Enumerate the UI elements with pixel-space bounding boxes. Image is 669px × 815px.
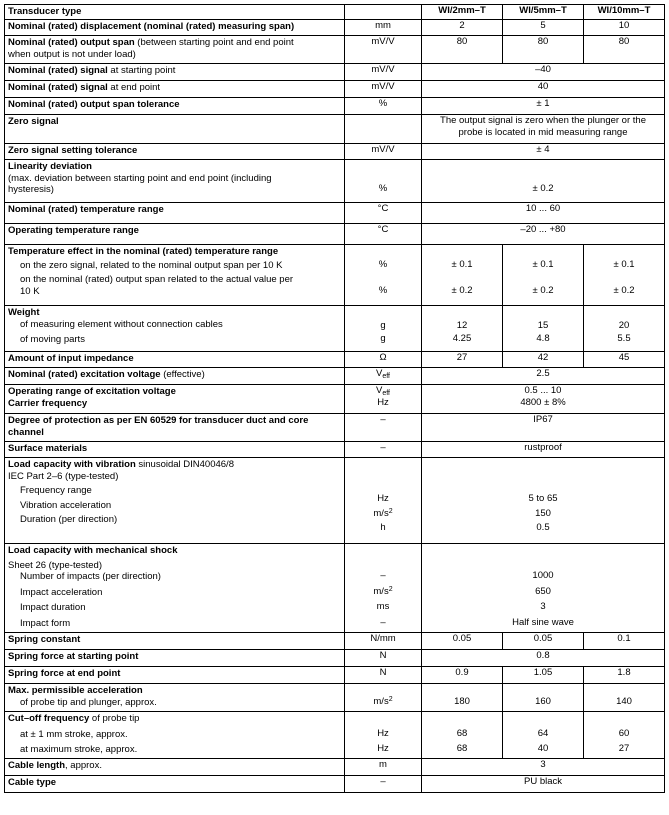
model-10mm: WI/10mm–T [584,5,665,20]
row-displacement: Nominal (rated) displacement (nominal (rated) measuring span) mm 2 5 10 [5,20,665,36]
row-spring-constant: Spring constant N/mm 0.05 0.05 0.1 [5,633,665,650]
row-signal-end: Nominal (rated) signal at end point mV/V 40 [5,81,665,98]
row-weight: Weight of measuring element without connection cables of moving parts g g 12 4.25 15 4.8 20 5.5 [5,306,665,352]
row-vibration: Load capacity with vibration sinusoidal DIN40046/8 IEC Part 2–6 (type-tested) Frequency range Vibration acceleration Duration (per direction) Hz $m/s^2$ h 5 to 65 150 0.5 [5,458,665,544]
spec-table [4,4,665,793]
model-5mm: WI/5mm–T [503,5,584,20]
header-label: Transducer type [5,5,345,20]
row-zero-tolerance: Zero signal setting tolerance mV/V ± 4 [5,144,665,160]
row-output-span: Nominal (rated) output span (between starting point and end point when output is not under load) mV/V 80 80 80 [5,36,665,64]
row-cable-type: Cable type – PU black [5,776,665,793]
row-temp-effect: Temperature effect in the nominal (rated) temperature range on the zero signal, related to the nominal output span per 10 K on the nominal (rated) output span related to the actual value per 10 K % % ± 0.1 ± 0.2 ± 0.1 ± 0.2 ± 0.1 ± 0.2 [5,245,665,306]
row-temp-range: Nominal (rated) temperature range °C 10 ... 60 [5,203,665,224]
model-2mm: WI/2mm–T [422,5,503,20]
row-surface: Surface materials – rustproof [5,442,665,458]
row-span-tolerance: Nominal (rated) output span tolerance % ± 1 [5,98,665,115]
row-signal-start: Nominal (rated) signal at starting point mV/V –40 [5,64,665,81]
row-spring-end: Spring force at end point N 0.9 1.05 1.8 [5,667,665,684]
row-shock: Load capacity with mechanical shock Sheet 26 (type-tested) Number of impacts (per direction) Impact acceleration Impact duration Impact form – $m/s^2$ ms – 1000 650 3 Half sine wave [5,544,665,633]
row-zero-signal: Zero signal The output signal is zero when the plunger or the probe is located in mid measuring range [5,115,665,144]
row-spring-start: Spring force at starting point N 0.8 [5,650,665,667]
row-op-excitation-carrier: Operating range of excitation voltage Carrier frequency $V_{eff}$ Hz 0.5 ... 10 4800 ± 8% [5,385,665,414]
row-linearity: Linearity deviation (max. deviation between starting point and end point (including hysteresis) % ± 0.2 [5,160,665,203]
row-max-acceleration: Max. permissible acceleration of probe tip and plunger, approx. $m/s^2$ 180 160 140 [5,684,665,712]
row-protection: Degree of protection as per EN 60529 for transducer duct and core channel – IP67 [5,414,665,442]
row-operating-temp: Operating temperature range °C –20 ... +80 [5,224,665,245]
row-excitation: Nominal (rated) excitation voltage (effective) $V_{eff}$ 2.5 [5,368,665,385]
row-cable-length: Cable length, approx. m 3 [5,759,665,776]
row-cutoff: Cut–off frequency of probe tip at ± 1 mm stroke, approx. at maximum stroke, approx. Hz Hz 68 68 64 40 60 27 [5,712,665,759]
header-row [5,5,665,20]
row-impedance: Amount of input impedance Ω 27 42 45 [5,352,665,368]
